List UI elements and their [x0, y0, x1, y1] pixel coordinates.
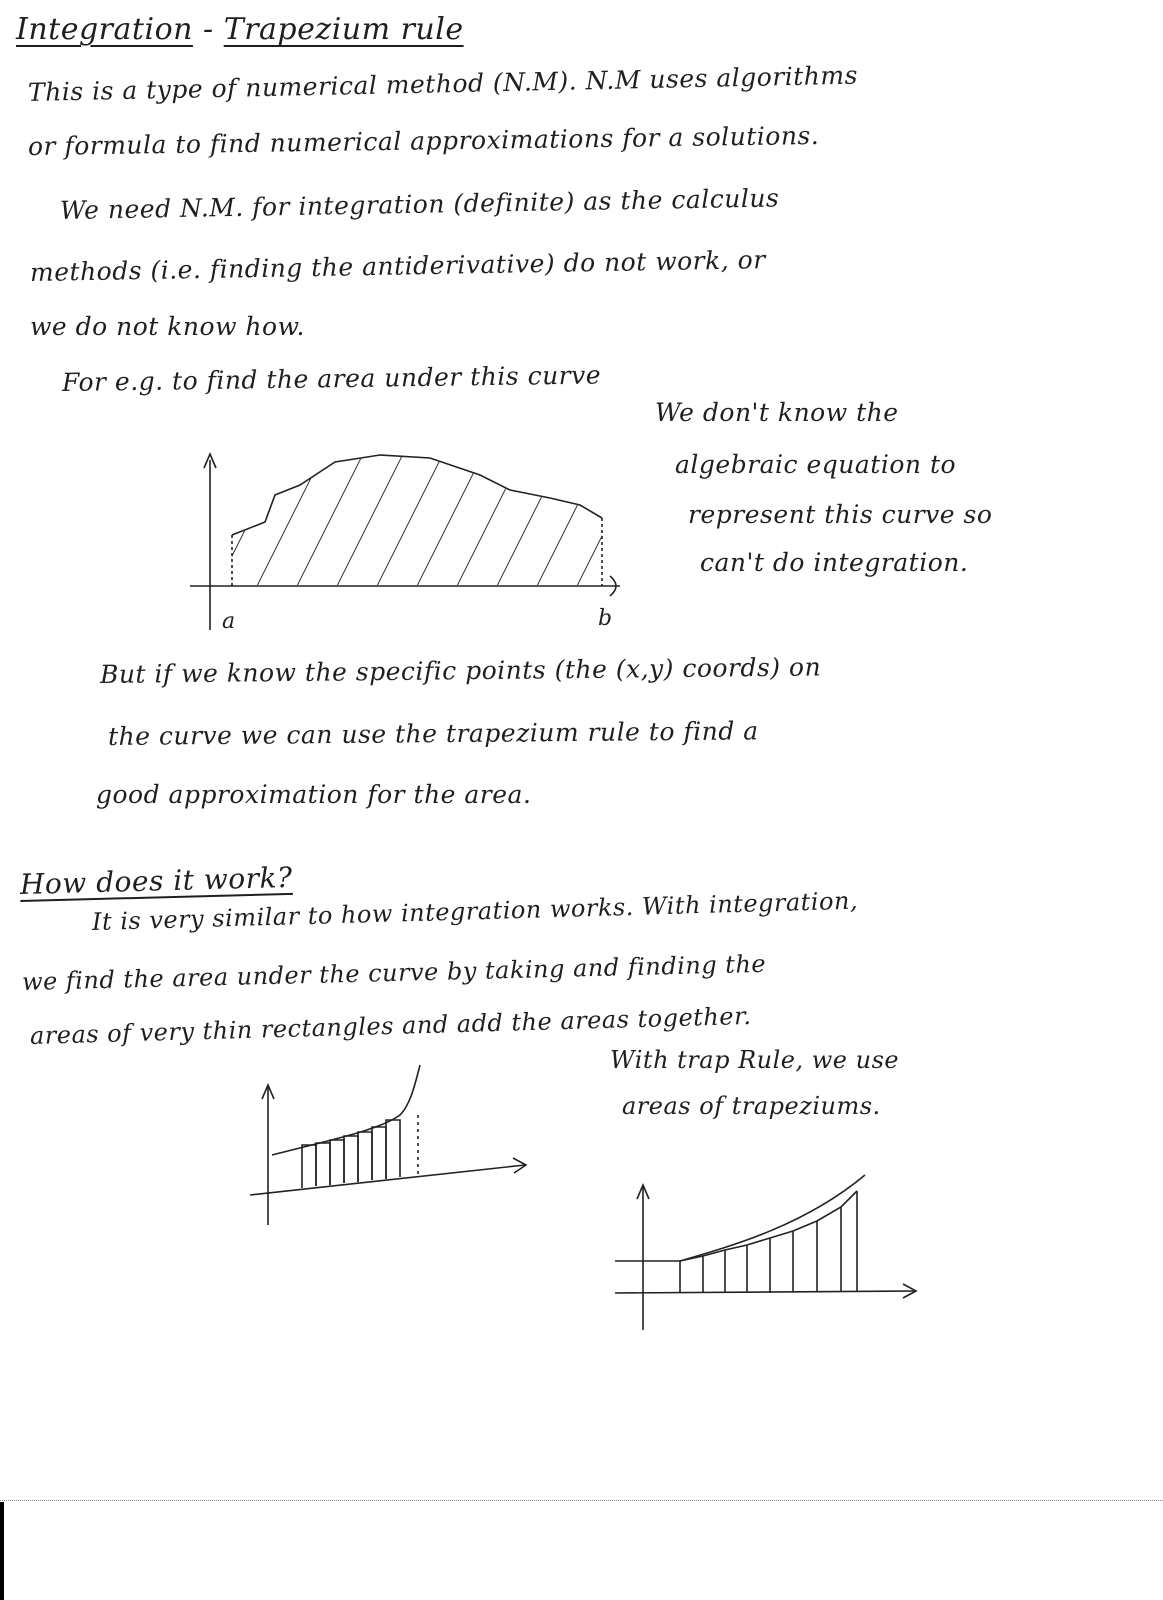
trap-note-2: areas of trapeziums.	[622, 1092, 881, 1120]
hatching	[210, 440, 650, 600]
label-a: a	[222, 609, 236, 634]
rect-x-axis	[250, 1165, 525, 1195]
title-topic: Trapezium rule	[223, 12, 464, 47]
but-line-1: But if we know the specific points (the (x,y) coords) on	[99, 652, 822, 689]
trapeziums-figure	[605, 1165, 925, 1345]
example-note-3: represent this curve so	[688, 500, 993, 529]
rectangles	[302, 1115, 418, 1188]
need-line-1: We need N.M. for integration (definite) as the calculus	[59, 183, 780, 225]
page-title	[16, 12, 464, 47]
title-dash: -	[203, 12, 214, 47]
intro-line-2: or formula to find numerical approximations for a solutions.	[27, 120, 820, 161]
need-line-2: methods (i.e. finding the antiderivative) do not work, or	[29, 245, 766, 287]
trapezium-verticals	[680, 1191, 857, 1293]
but-line-3: good approximation for the area.	[96, 780, 532, 809]
scan-edge-bar	[0, 1502, 4, 1600]
how-line-2: we find the area under the curve by taking and finding the	[21, 949, 767, 996]
trap-note-1: With trap Rule, we use	[610, 1046, 900, 1074]
title-main: Integration	[16, 12, 193, 47]
example-note-2: algebraic equation to	[675, 450, 957, 479]
trap-curve	[680, 1175, 865, 1261]
but-line-2: the curve we can use the trapezium rule to find a	[107, 716, 759, 751]
rectangles-figure	[230, 1055, 540, 1245]
scan-edge-line	[0, 1500, 1163, 1501]
area-under-curve-figure	[170, 440, 640, 650]
need-line-3: we do not know how.	[30, 312, 305, 341]
label-b: b	[598, 606, 613, 631]
example-lead: For e.g. to find the area under this curve	[61, 360, 602, 397]
how-heading: How does it work?	[19, 860, 293, 901]
rect-curve	[272, 1065, 420, 1155]
how-line-3: areas of very thin rectangles and add the areas together.	[29, 1001, 752, 1050]
how-line-1: It is very similar to how integration works. With integration,	[91, 886, 859, 936]
trap-chords	[680, 1191, 857, 1261]
example-note-4: can't do integration.	[700, 548, 969, 577]
irregular-curve	[232, 455, 602, 535]
example-note-1: We don't know the	[655, 398, 899, 427]
trap-x-axis	[615, 1291, 915, 1293]
intro-line-1: This is a type of numerical method (N.M). N.M uses algorithms	[27, 60, 859, 107]
